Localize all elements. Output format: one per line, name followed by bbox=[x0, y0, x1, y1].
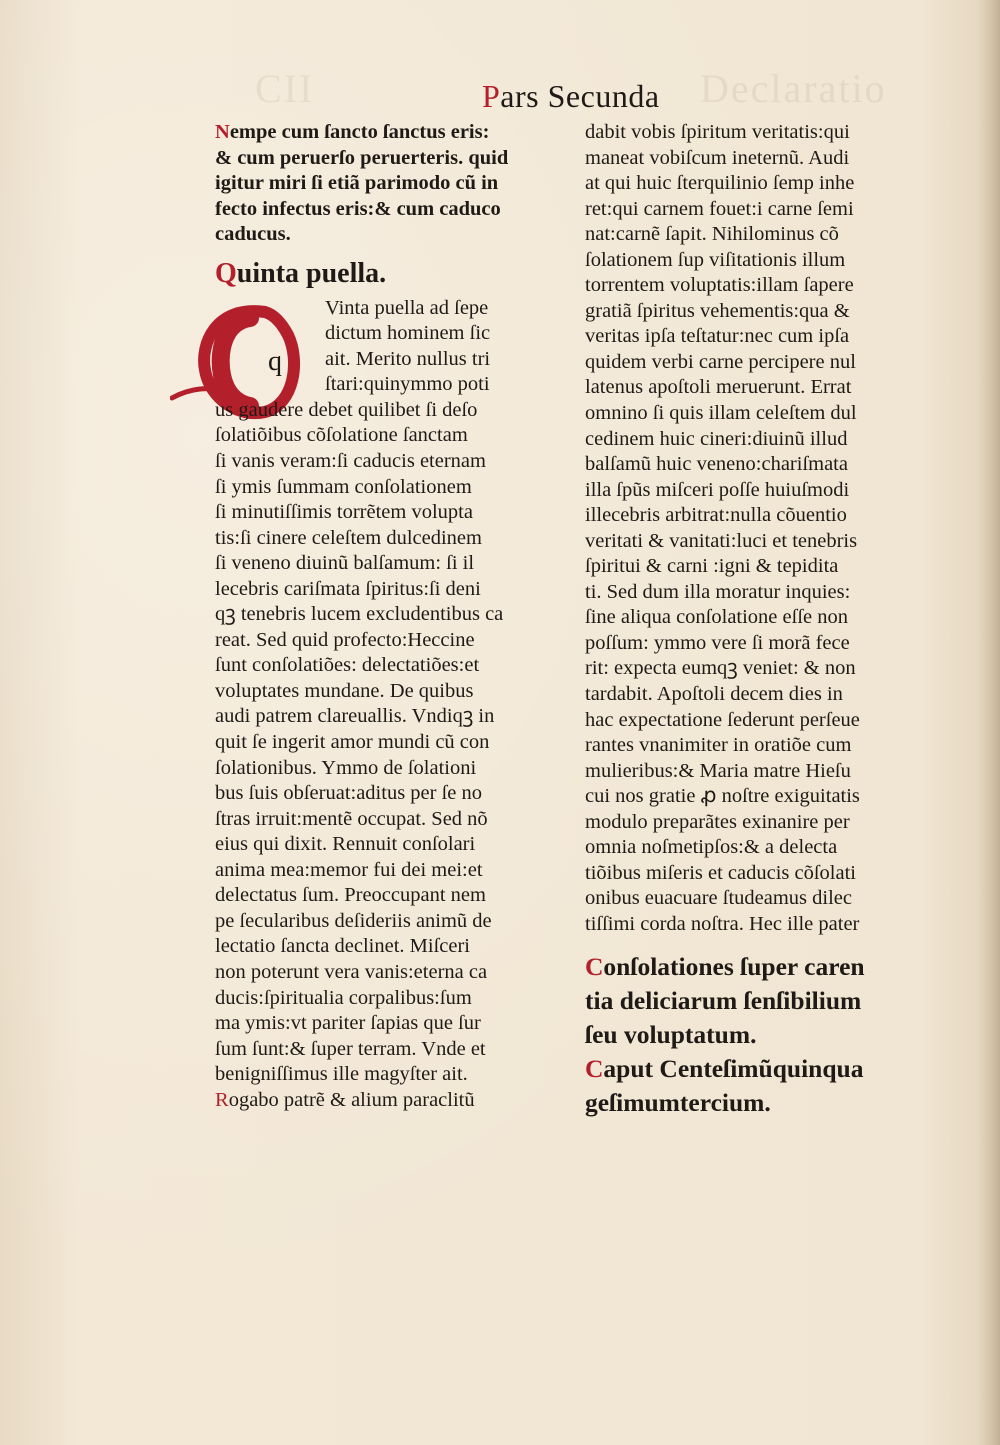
line-text: benigniſſimus ille magyſter ait. bbox=[215, 1063, 468, 1086]
text-line: cedinem huic cineri:diuinũ illud bbox=[585, 427, 848, 450]
line-text: geſimumtercium. bbox=[585, 1087, 771, 1117]
text-line: rantes vnanimiter in oratiõe cum bbox=[585, 734, 852, 757]
text-line: torrentem voluptatis:illam ſapere bbox=[585, 274, 854, 297]
text-line: omnia noſmetipſos:& a delecta bbox=[585, 836, 838, 859]
text-line: latenus apoſtoli meruerunt. Errat bbox=[585, 376, 852, 399]
text-line bbox=[215, 883, 567, 909]
text-line bbox=[215, 807, 567, 833]
left-column bbox=[215, 120, 567, 1113]
line-text: ſi vanis veram:ſi caducis eternam bbox=[215, 450, 486, 473]
heading-text: uinta puella. bbox=[236, 257, 387, 289]
text-line: ſolationem ſup viſitationis illum bbox=[585, 248, 846, 271]
section-heading bbox=[215, 256, 567, 292]
text-line bbox=[215, 1011, 567, 1037]
text-line bbox=[215, 832, 567, 858]
text-line: onibus euacuare ſtudeamus dilec bbox=[585, 887, 852, 910]
line-text: aput Centeſimũquinqua bbox=[603, 1053, 864, 1083]
bleed-through-right: Declaratio bbox=[700, 66, 887, 111]
line-text: empe cum ſancto ſanctus eris: bbox=[229, 121, 490, 143]
line-text: ſi minutiſſimis torrẽtem volupta bbox=[215, 501, 473, 524]
text-line bbox=[215, 1062, 567, 1088]
line-text: ſolationibus. Ymmo de ſolationi bbox=[215, 756, 477, 779]
text-line bbox=[215, 551, 567, 577]
line-text: ma ymis:vt pariter ſapias que ſur bbox=[215, 1012, 481, 1035]
text-line bbox=[215, 398, 567, 424]
line-text: quit ſe ingerit amor mundi cũ con bbox=[215, 731, 490, 754]
text-line: omnino ſi quis illam celeſtem dul bbox=[585, 402, 857, 425]
text-line bbox=[215, 960, 567, 986]
text-line: nat:carnẽ ſapit. Nihilominus cõ bbox=[585, 223, 839, 246]
line-text: non poterunt vera vanis:eterna ca bbox=[215, 960, 488, 983]
text-line bbox=[215, 653, 567, 679]
line-text: voluptates mundane. De quibus bbox=[215, 679, 474, 702]
text-line: tiõibus miſeris et caducis cõſolati bbox=[585, 861, 856, 884]
text-line bbox=[215, 1088, 567, 1114]
text-line bbox=[585, 950, 937, 984]
text-line: dictum hominem ſic bbox=[325, 322, 491, 345]
text-line: dabit vobis ſpiritum veritatis:qui bbox=[585, 121, 850, 143]
text-line bbox=[585, 1052, 937, 1086]
text-line bbox=[215, 934, 567, 960]
line-text: tia deliciarum ſenſibilium bbox=[585, 985, 862, 1015]
text-line: Vinta puella ad ſepe bbox=[325, 296, 489, 319]
line-text: caducus. bbox=[215, 223, 291, 246]
line-text: onſolationes ſuper caren bbox=[603, 951, 865, 981]
text-line bbox=[215, 500, 567, 526]
left-main-paragraph bbox=[215, 398, 567, 1113]
line-text: ſeu voluptatum. bbox=[585, 1019, 757, 1049]
text-line bbox=[215, 909, 567, 935]
text-line bbox=[215, 171, 567, 197]
text-line: modulo preparãtes exinanire per bbox=[585, 810, 850, 833]
line-text: delectatus ſum. Preoccupant nem bbox=[215, 884, 486, 907]
rubric-initial: R bbox=[215, 1088, 229, 1111]
text-line bbox=[215, 730, 567, 756]
text-line: balſamũ huic veneno:chariſmata bbox=[585, 453, 848, 476]
text-line bbox=[585, 1018, 937, 1052]
line-text: ſi veneno diuinũ balſamum: ſi il bbox=[215, 552, 475, 575]
text-line bbox=[215, 858, 567, 884]
line-text: audi patrem clareuallis. Vndiqꝫ in bbox=[215, 705, 495, 728]
text-line: cui nos gratie ꝓ noſtre exiguitatis bbox=[585, 785, 860, 808]
line-text: qꝫ tenebris lucem excludentibus ca bbox=[215, 603, 504, 626]
right-column bbox=[585, 120, 937, 1120]
text-line bbox=[215, 781, 567, 807]
text-line: quidem verbi carne percipere nul bbox=[585, 350, 856, 373]
line-text: ogabo patrẽ & alium paraclitũ bbox=[228, 1088, 475, 1111]
text-line bbox=[585, 984, 937, 1018]
text-line bbox=[585, 1086, 937, 1120]
running-header bbox=[482, 78, 660, 115]
text-line bbox=[215, 756, 567, 782]
line-text: tis:ſi cinere celeſtem dulcedinem bbox=[215, 526, 482, 549]
text-line bbox=[215, 628, 567, 654]
text-line: gratiã ſpiritus vehementis:qua & bbox=[585, 299, 850, 322]
rubric-initial: C bbox=[585, 1053, 604, 1083]
text-line bbox=[215, 526, 567, 552]
text-line bbox=[215, 222, 567, 248]
text-line: ſine aliqua conſolatione eſſe non bbox=[585, 606, 848, 629]
text-line bbox=[215, 475, 567, 501]
text-line bbox=[215, 423, 567, 449]
text-line: tardabit. Apoſtoli decem dies in bbox=[585, 683, 843, 706]
text-line: ait. Merito nullus tri bbox=[325, 347, 491, 370]
line-text: eius qui dixit. Rennuit conſolari bbox=[215, 833, 476, 856]
line-text: ſtras irruit:mentẽ occupat. Sed nõ bbox=[215, 807, 488, 830]
right-main-paragraph bbox=[585, 120, 937, 938]
heading-initial: Q bbox=[215, 257, 237, 289]
bleed-through-left: CII bbox=[255, 66, 315, 111]
text-line bbox=[215, 679, 567, 705]
text-line bbox=[215, 577, 567, 603]
text-line: rit: expecta eumqꝫ veniet: & non bbox=[585, 657, 856, 680]
dropcap-inner-guide: q bbox=[268, 346, 282, 377]
text-line: at qui huic ſterquilinio ſemp inhe bbox=[585, 172, 855, 195]
line-text: lectatio ſancta declinet. Miſceri bbox=[215, 935, 470, 958]
line-text: us gaudere debet quilibet ſi deſo bbox=[215, 398, 478, 421]
rubric-initial: N bbox=[215, 121, 230, 143]
spacer bbox=[585, 938, 937, 950]
line-text: lecebris cariſmata ſpiritus:ſi deni bbox=[215, 577, 481, 600]
line-text: fecto infectus eris:& cum caduco bbox=[215, 197, 501, 220]
line-text: anima mea:memor fui dei mei:et bbox=[215, 858, 483, 881]
text-line bbox=[215, 602, 567, 628]
text-line: veritas ipſa teſtatur:nec cum ipſa bbox=[585, 325, 850, 348]
line-text: & cum peruerſo peruerteris. quid bbox=[215, 146, 509, 169]
chapter-title bbox=[585, 950, 937, 1120]
page-edge-shadow bbox=[978, 0, 1000, 1445]
text-line: ſpiritui & carni :igni & tepidita bbox=[585, 555, 839, 578]
text-line bbox=[215, 146, 567, 172]
line-text: bus ſuis obſeruat:aditus per ſe no bbox=[215, 782, 483, 805]
line-text: reat. Sed quid profecto:Heccine bbox=[215, 628, 475, 651]
text-line: ret:qui carnem fouet:i carne ſemi bbox=[585, 197, 854, 220]
text-line bbox=[215, 1037, 567, 1063]
line-text: pe ſecularibus deſideriis animũ de bbox=[215, 909, 492, 932]
text-line bbox=[215, 449, 567, 475]
text-line: poſſum: ymmo vere ſi morã fece bbox=[585, 631, 850, 654]
line-text: ſunt conſolatiões: delectatiões:et bbox=[215, 654, 480, 677]
header-title: ars Secunda bbox=[500, 78, 660, 114]
left-opening-paragraph bbox=[215, 120, 567, 248]
text-line bbox=[215, 197, 567, 223]
line-text: igitur miri ſi etiã parimodo cũ in bbox=[215, 172, 499, 195]
text-line: illecebris arbitrat:nulla cõuentio bbox=[585, 504, 847, 527]
text-line: mulieribus:& Maria matre Hieſu bbox=[585, 759, 851, 782]
text-line bbox=[215, 986, 567, 1012]
rubric-initial: C bbox=[585, 951, 604, 981]
text-line: veritati & vanitati:luci et tenebris bbox=[585, 529, 858, 552]
dropcap-indented-lines bbox=[215, 296, 567, 398]
text-line: hac expectatione ſederunt perſeue bbox=[585, 708, 860, 731]
text-line: maneat vobiſcum ineternũ. Audi bbox=[585, 146, 850, 169]
text-line bbox=[215, 704, 567, 730]
header-initial: P bbox=[482, 78, 501, 114]
text-line bbox=[215, 120, 567, 146]
text-line: ſtari:quinymmo poti bbox=[325, 373, 490, 396]
line-text: ſum ſunt:& ſuper terram. Vnde et bbox=[215, 1037, 486, 1060]
line-text: ducis:ſpiritualia corpalibus:ſum bbox=[215, 986, 472, 1009]
text-line: tiſſimi corda noſtra. Hec ille pater bbox=[585, 912, 860, 935]
text-line: illa ſpũs miſceri poſſe huiuſmodi bbox=[585, 478, 850, 501]
text-line: ti. Sed dum illa moratur inquies: bbox=[585, 580, 851, 603]
line-text: ſolatiõibus cõſolatione ſanctam bbox=[215, 424, 468, 447]
line-text: ſi ymis ſummam conſolationem bbox=[215, 475, 472, 498]
